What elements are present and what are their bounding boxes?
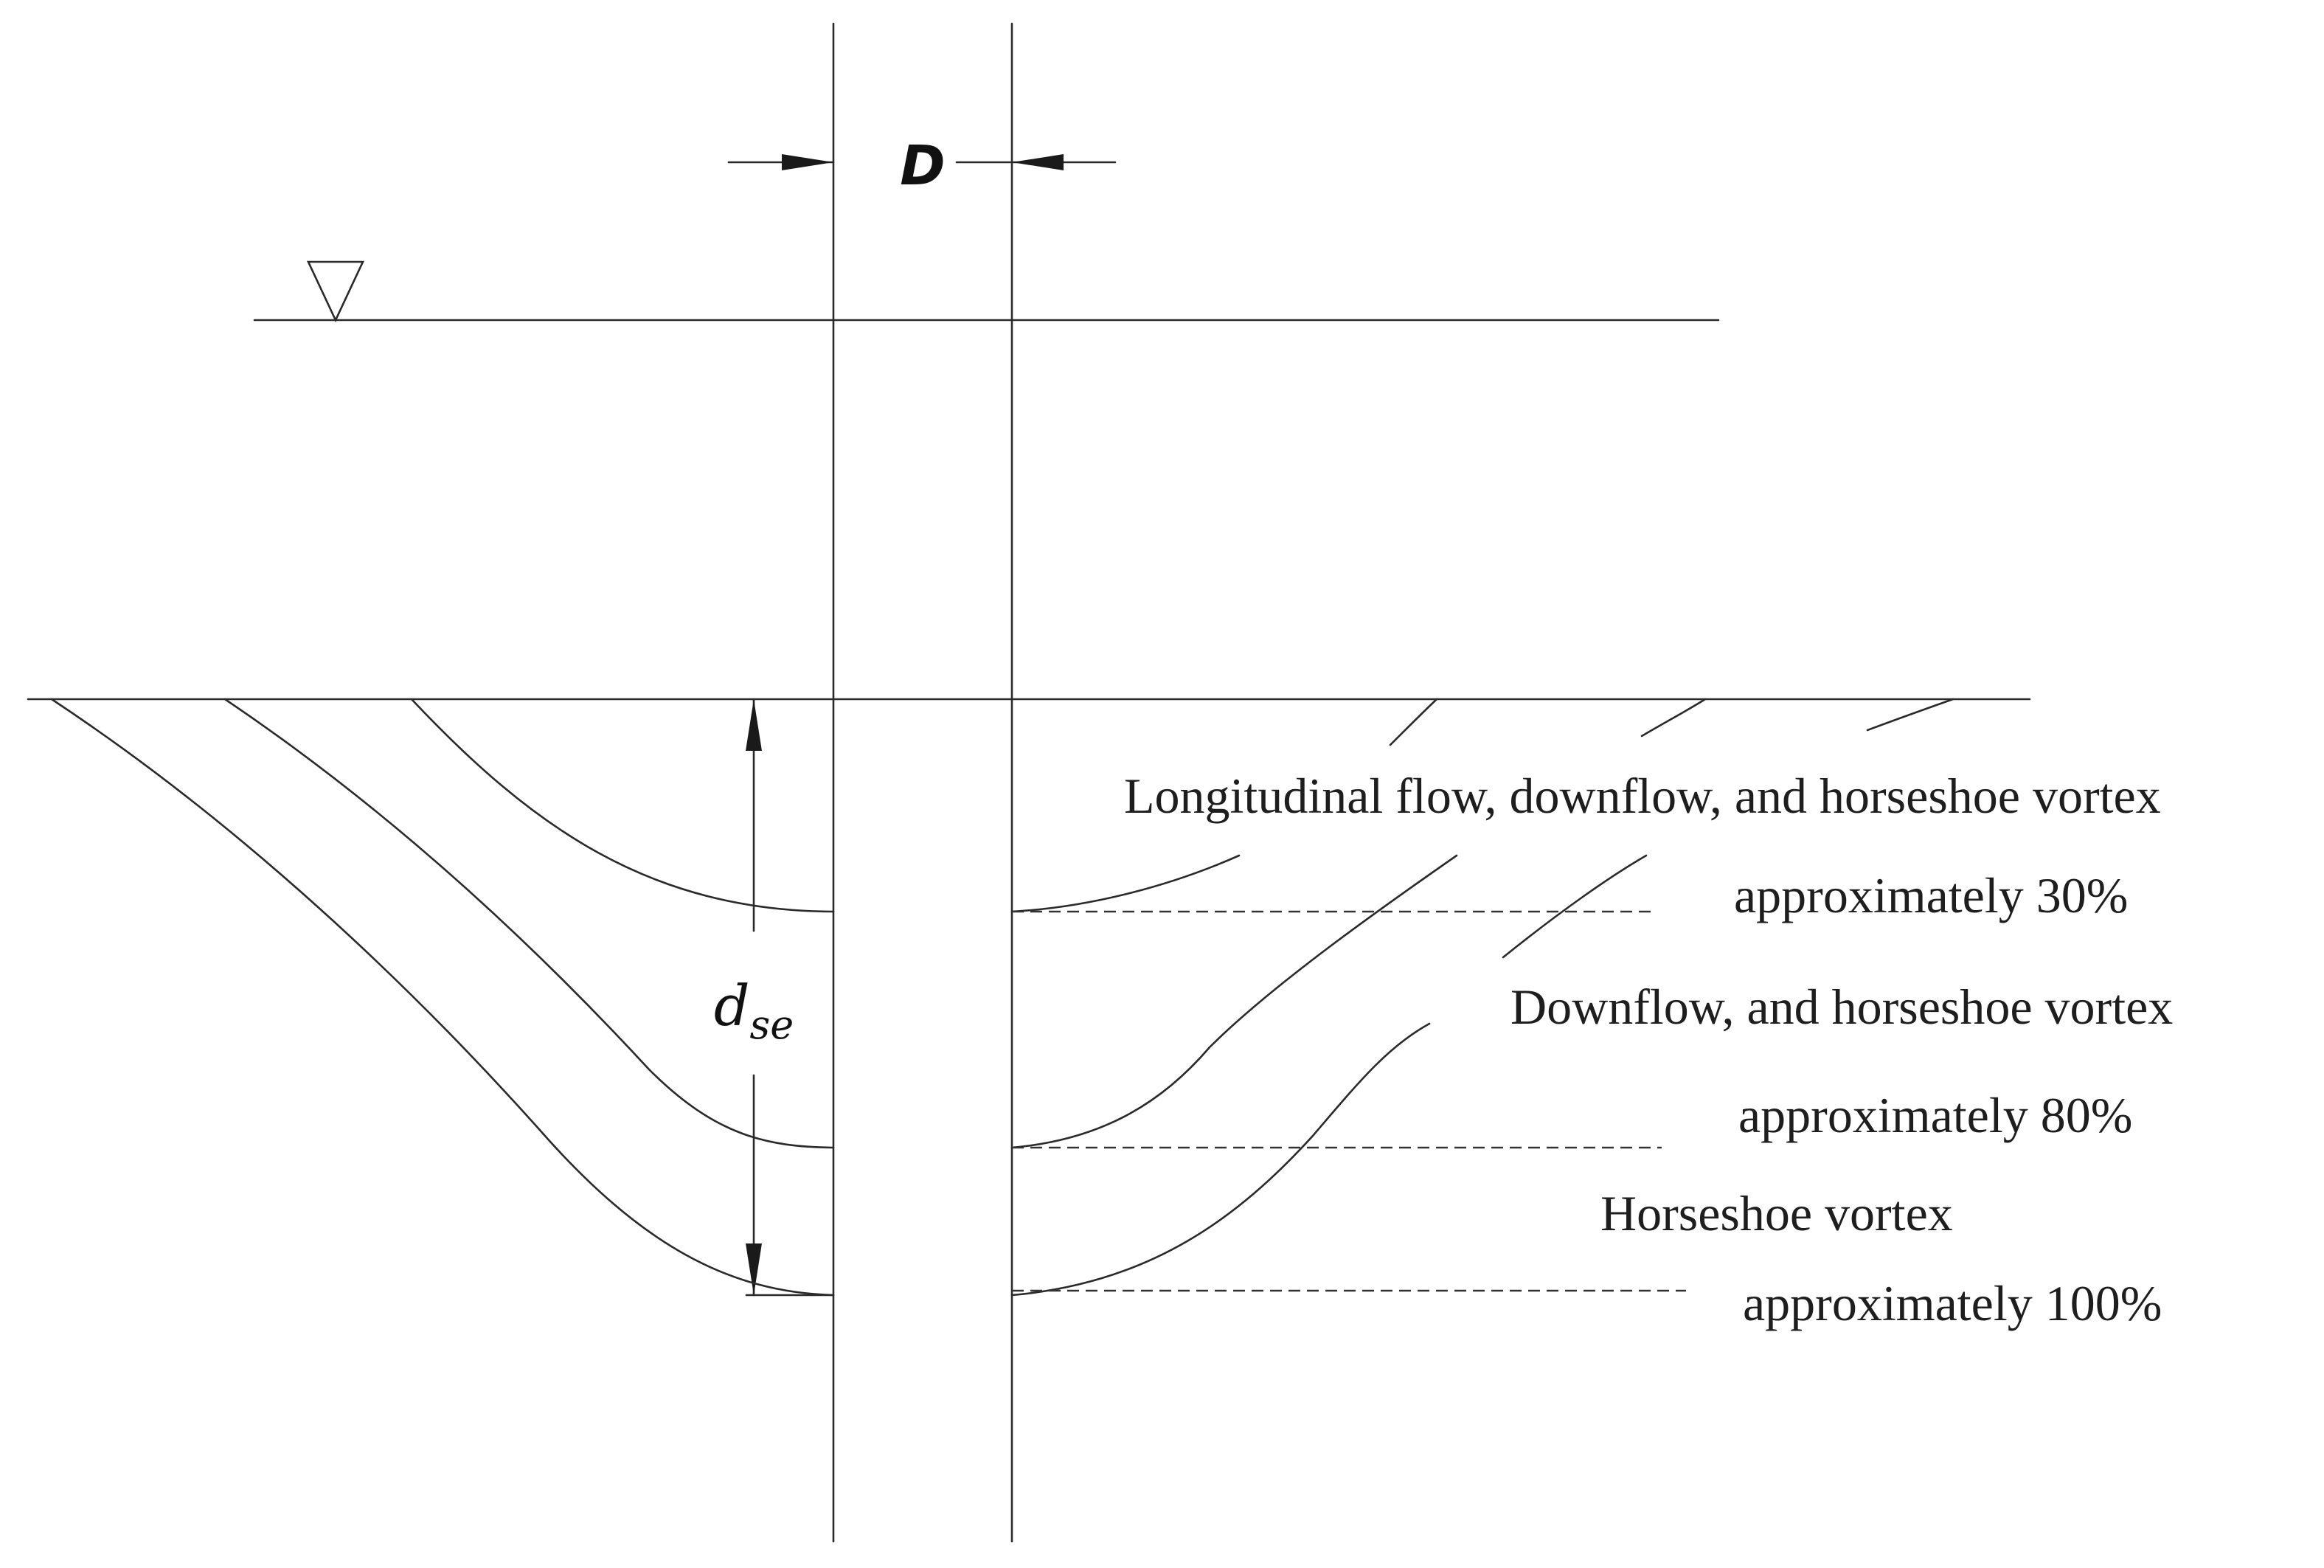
scour-depth-symbol: d <box>713 973 750 1038</box>
zone-share-2: approximately 80% <box>1738 1087 2133 1143</box>
scour-profile-80-left <box>225 699 833 1148</box>
scour-profile-100-right-upper <box>1867 699 1953 730</box>
scour-depth-subscript: se <box>749 1002 794 1048</box>
scour-profile-30-left <box>412 699 833 912</box>
zone-mechanism-3: Horseshoe vortex <box>1600 1185 1953 1241</box>
scour-depth-label <box>714 973 794 1048</box>
scour-profile-30-right-lower <box>1012 856 1239 912</box>
water-level-icon <box>308 262 363 320</box>
zone-mechanism-1: Longitudinal flow, downflow, and horseshoe vortex <box>1124 768 2161 824</box>
zone-share-1: approximately 30% <box>1734 867 2129 923</box>
scour-profile-100-right-lower <box>1012 1024 1429 1295</box>
scour-profile-30-right-upper <box>1390 699 1437 745</box>
scour-profile-100-right-middle <box>1503 856 1646 957</box>
zone-mechanism-2: Downflow, and horseshoe vortex <box>1510 979 2174 1035</box>
zone-share-3: approximately 100% <box>1743 1275 2162 1331</box>
pile-width-dimension <box>729 134 1115 198</box>
scour-profile-80-right-upper <box>1642 699 1705 736</box>
pile-width-label: D <box>900 134 946 198</box>
scour-depth-dimension <box>714 699 833 1295</box>
scour-profile-80-right-lower <box>1012 856 1457 1148</box>
